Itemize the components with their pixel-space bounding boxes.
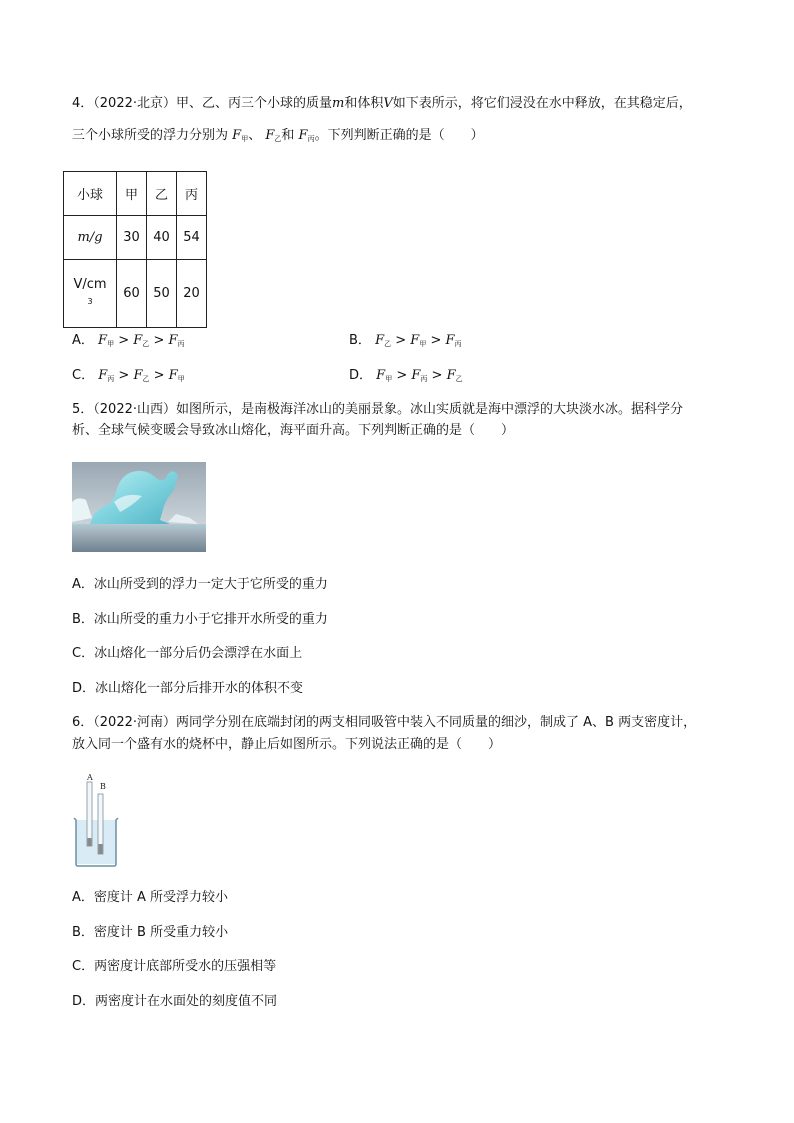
q4-stem-line-2: 三个小球所受的浮力分别为 $F_甲$、 $F_乙$和 $F_丙$。下列判断正确的是（ ） (72, 128, 484, 143)
row-label-volume: V/cm 3 (64, 260, 117, 328)
table-cell: 40 (147, 216, 177, 260)
q6-stem-line-2: 放入同一个盛有水的烧杯中，静止后如图所示。下列说法正确的是（ ） (72, 737, 502, 752)
q4-stem-line-1: 4．（2022·北京）甲、乙、丙三个小球的质量m和体积V如下表所示，将它们浸没在水中释放，在其稳定后， (72, 96, 692, 111)
q5-stem-line-2: 析、全球气候变暖会导致冰山熔化，海平面升高。下列判断正确的是（ ） (72, 423, 515, 438)
q6-option-a[interactable]: A．密度计 A 所受浮力较小 (72, 890, 229, 905)
table-cell: 54 (177, 216, 207, 260)
q6-option-b[interactable]: B．密度计 B 所受重力较小 (72, 925, 229, 940)
q4-option-a[interactable]: A． $F_甲 > F_乙 > F_丙$ (72, 333, 185, 348)
table-cell: 20 (177, 260, 207, 328)
table-cell: 50 (147, 260, 177, 328)
table-header-cell: 乙 (147, 172, 177, 216)
q5-option-d[interactable]: D．冰山熔化一部分后排开水的体积不变 (72, 681, 304, 696)
q5-option-b[interactable]: B．冰山所受的重力小于它排开水所受的重力 (72, 612, 328, 627)
q6-stem-line-1: 6．（2022·河南）两同学分别在底端封闭的两支相同吸管中装入不同质量的细沙，制成了 A、B 两支密度计， (72, 715, 697, 730)
sand-b (99, 844, 103, 854)
label-a: A (87, 773, 93, 782)
hydrometer-beaker-diagram (70, 770, 122, 870)
q4-option-b[interactable]: B． $F_乙 > F_甲 > F_丙$ (349, 333, 462, 348)
table-header-cell: 甲 (117, 172, 147, 216)
sand-a (88, 838, 92, 846)
table-cell: 60 (117, 260, 147, 328)
hydrometer-a (87, 782, 92, 846)
iceberg-photo (72, 462, 206, 552)
q6-option-c[interactable]: C．两密度计底部所受水的压强相等 (72, 959, 277, 974)
q6-option-d[interactable]: D．两密度计在水面处的刻度值不同 (72, 994, 278, 1009)
q4-option-d[interactable]: D． $F_甲 > F_丙 > F_乙$ (349, 368, 463, 383)
table-cell: 30 (117, 216, 147, 260)
label-b: B (100, 782, 106, 791)
beaker-water (76, 820, 116, 864)
q5-option-c[interactable]: C．冰山熔化一部分后仍会漂浮在水面上 (72, 646, 303, 661)
q4-option-c[interactable]: C． $F_丙 > F_乙 > F_甲$ (72, 368, 185, 383)
row-label-mass: m/g (64, 216, 117, 260)
table-header-cell: 丙 (177, 172, 207, 216)
q5-option-a[interactable]: A．冰山所受到的浮力一定大于它所受的重力 (72, 577, 328, 592)
q5-stem-line-1: 5．（2022·山西）如图所示，是南极海洋冰山的美丽景象。冰山实质就是海中漂浮的大块淡水冰。据科学分 (72, 402, 683, 417)
q4-data-table (63, 171, 207, 328)
table-header-cell: 小球 (64, 172, 117, 216)
